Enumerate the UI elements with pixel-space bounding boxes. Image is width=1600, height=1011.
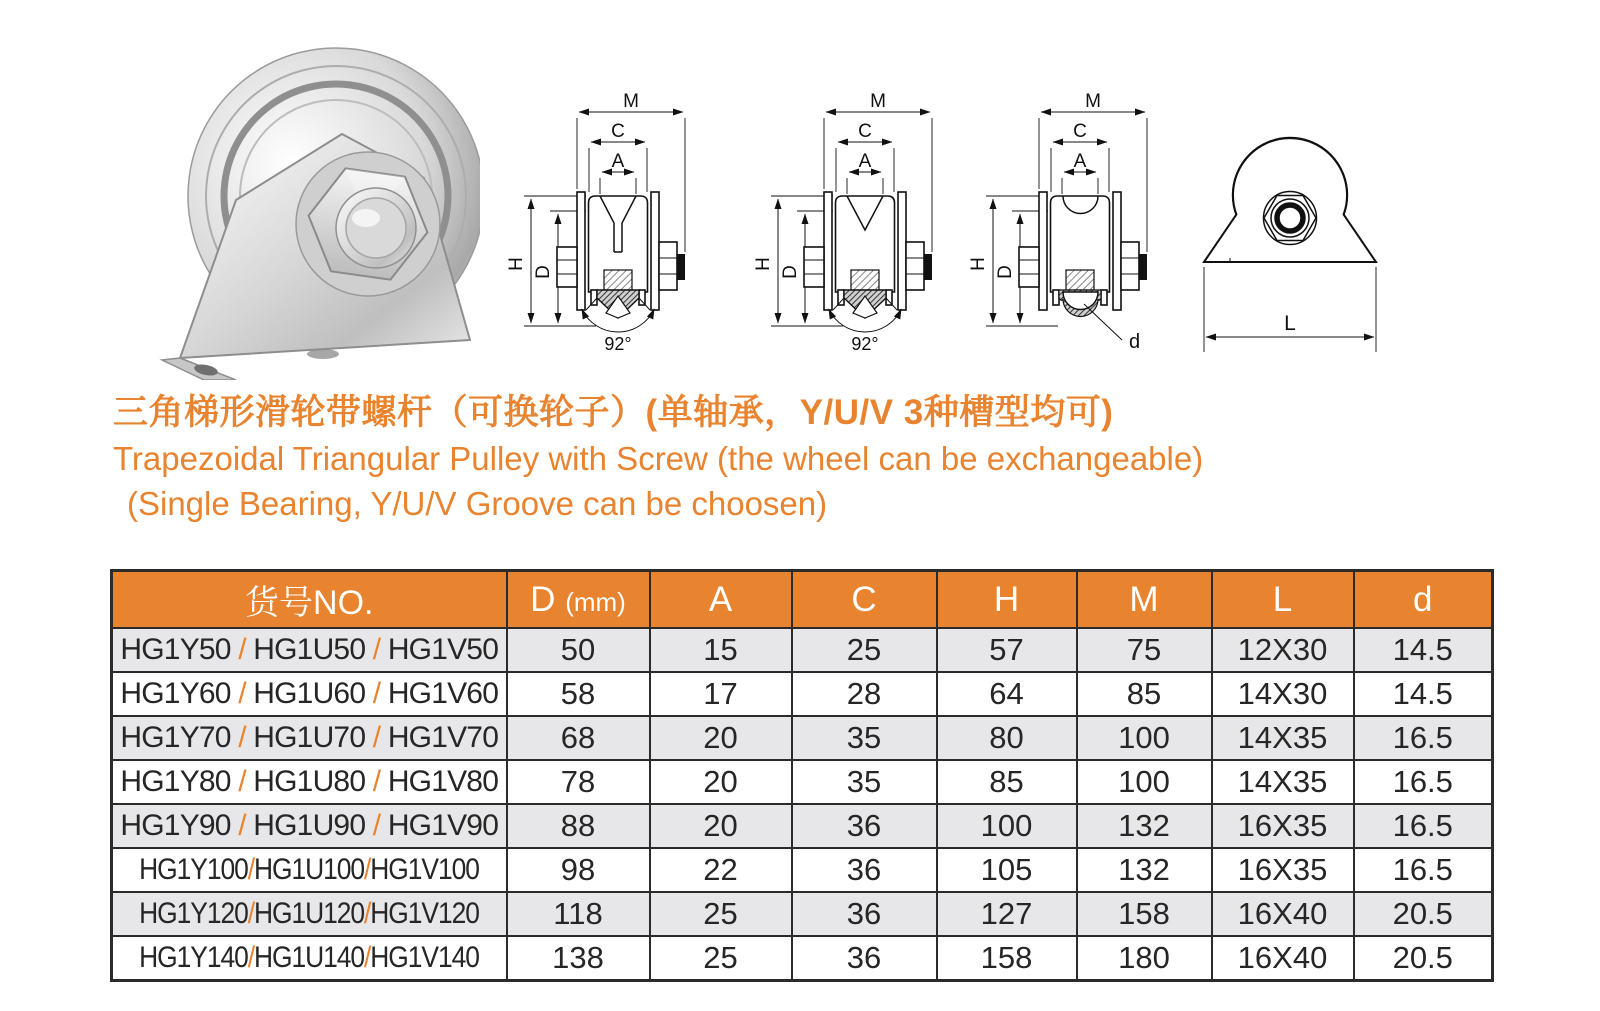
cell-l: 16X35	[1212, 804, 1354, 848]
cross-section-y-groove-drawing	[500, 92, 690, 357]
col-header-h: H	[937, 571, 1077, 629]
cell-c: 35	[792, 760, 937, 804]
cell-l: 14X35	[1212, 760, 1354, 804]
table-header-row	[112, 571, 1493, 629]
table-row	[112, 936, 1493, 981]
spec-table	[110, 569, 1494, 982]
cell-dd: 20.5	[1354, 892, 1493, 936]
product-code-cell: HG1Y120/HG1U120/HG1V120	[112, 892, 507, 936]
cell-d: 118	[507, 892, 650, 936]
front-view-drawing	[1200, 130, 1385, 365]
cell-h: 105	[937, 848, 1077, 892]
table-row	[112, 848, 1493, 892]
cell-m: 85	[1077, 672, 1212, 716]
cell-c: 36	[792, 892, 937, 936]
cell-a: 20	[650, 716, 792, 760]
product-code-cell: HG1Y50 / HG1U50 / HG1V50	[112, 628, 507, 672]
cross-section-v-groove-drawing	[747, 92, 937, 357]
cell-d: 88	[507, 804, 650, 848]
cell-m: 75	[1077, 628, 1212, 672]
table-row	[112, 804, 1493, 848]
cell-c: 25	[792, 628, 937, 672]
cell-h: 85	[937, 760, 1077, 804]
cell-m: 132	[1077, 848, 1212, 892]
table-row	[112, 760, 1493, 804]
col-header-item-no: 货号NO.	[112, 571, 507, 629]
cell-m: 132	[1077, 804, 1212, 848]
col-header-d: D (mm)	[507, 571, 650, 629]
table-row	[112, 716, 1493, 760]
cell-c: 36	[792, 936, 937, 981]
cell-a: 20	[650, 760, 792, 804]
cell-c: 36	[792, 804, 937, 848]
product-code-cell: HG1Y70 / HG1U70 / HG1V70	[112, 716, 507, 760]
cell-d: 98	[507, 848, 650, 892]
col-header-c: C	[792, 571, 937, 629]
product-photo	[118, 28, 480, 380]
cell-h: 127	[937, 892, 1077, 936]
cell-d: 68	[507, 716, 650, 760]
cross-section-u-groove-drawing	[962, 92, 1152, 357]
cell-dd: 16.5	[1354, 716, 1493, 760]
cell-dd: 16.5	[1354, 760, 1493, 804]
cell-l: 12X30	[1212, 628, 1354, 672]
cell-d: 50	[507, 628, 650, 672]
cell-m: 180	[1077, 936, 1212, 981]
table-row	[112, 628, 1493, 672]
cell-m: 100	[1077, 716, 1212, 760]
product-title-chinese: 三角梯形滑轮带螺杆（可换轮子）(单轴承，Y/U/V 3种槽型均可)	[113, 393, 1114, 432]
cell-l: 16X35	[1212, 848, 1354, 892]
product-code-cell: HG1Y100/HG1U100/HG1V100	[112, 848, 507, 892]
cell-a: 15	[650, 628, 792, 672]
cell-m: 158	[1077, 892, 1212, 936]
hex-nut	[296, 152, 440, 296]
cell-dd: 14.5	[1354, 628, 1493, 672]
cell-dd: 16.5	[1354, 804, 1493, 848]
cell-l: 14X30	[1212, 672, 1354, 716]
cell-dd: 14.5	[1354, 672, 1493, 716]
cell-h: 100	[937, 804, 1077, 848]
product-code-cell: HG1Y80 / HG1U80 / HG1V80	[112, 760, 507, 804]
cell-a: 20	[650, 804, 792, 848]
title-block	[113, 390, 1533, 526]
cell-dd: 16.5	[1354, 848, 1493, 892]
spec-table-wrapper	[110, 569, 1494, 982]
product-code-cell: HG1Y140/HG1U140/HG1V140	[112, 936, 507, 981]
product-title-english-line2: (Single Bearing, Y/U/V Groove can be choosen)	[127, 485, 828, 522]
col-header-a: A	[650, 571, 792, 629]
col-header-d-small: d	[1354, 571, 1493, 629]
cell-a: 17	[650, 672, 792, 716]
cell-dd: 20.5	[1354, 936, 1493, 981]
cell-a: 25	[650, 892, 792, 936]
cell-d: 78	[507, 760, 650, 804]
cell-d: 58	[507, 672, 650, 716]
cell-c: 35	[792, 716, 937, 760]
cell-h: 64	[937, 672, 1077, 716]
cell-a: 25	[650, 936, 792, 981]
col-header-l: L	[1212, 571, 1354, 629]
cell-h: 158	[937, 936, 1077, 981]
dim-label-l: L	[1284, 312, 1296, 335]
table-row	[112, 672, 1493, 716]
cell-d: 138	[507, 936, 650, 981]
cell-l: 14X35	[1212, 716, 1354, 760]
table-row	[112, 892, 1493, 936]
cell-c: 28	[792, 672, 937, 716]
col-header-m: M	[1077, 571, 1212, 629]
product-code-cell: HG1Y90 / HG1U90 / HG1V90	[112, 804, 507, 848]
product-code-cell: HG1Y60 / HG1U60 / HG1V60	[112, 672, 507, 716]
cell-l: 16X40	[1212, 936, 1354, 981]
cell-c: 36	[792, 848, 937, 892]
product-title-english-line1: Trapezoidal Triangular Pulley with Screw (the wheel can be exchangeable)	[113, 440, 1204, 477]
cell-l: 16X40	[1212, 892, 1354, 936]
cell-m: 100	[1077, 760, 1212, 804]
cell-h: 57	[937, 628, 1077, 672]
cell-h: 80	[937, 716, 1077, 760]
cell-a: 22	[650, 848, 792, 892]
